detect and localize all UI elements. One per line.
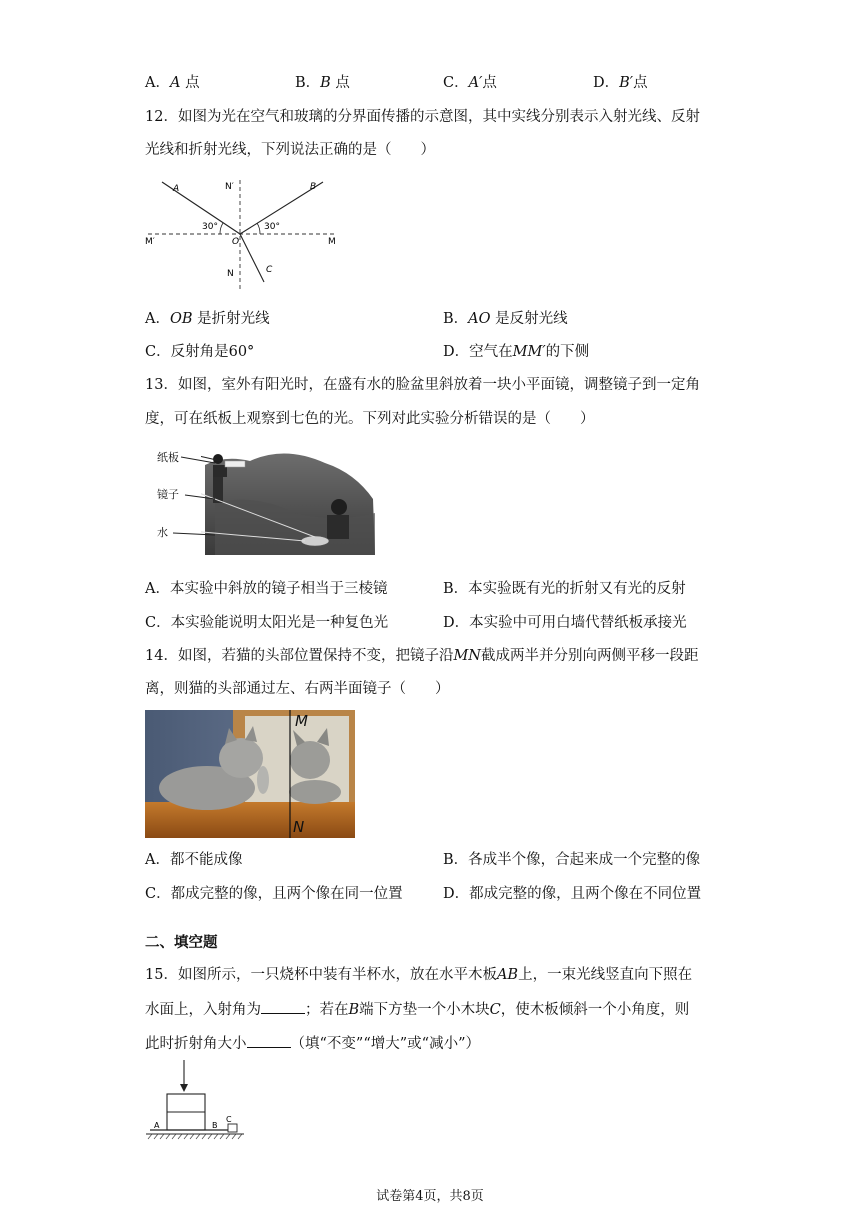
q11-option-d: D．B′点: [593, 75, 648, 91]
q15-stem-line2: 水面上，入射角为 ；若在B端下方垫一个小木块C，使木板倾斜一个小角度，则: [145, 999, 689, 1020]
q14-option-c: C．都成完整的像，且两个像在同一位置: [145, 886, 403, 902]
q14-option-d: D．都成完整的像，且两个像在不同位置: [443, 886, 702, 902]
q12-stem-line1: 12．如图为光在空气和玻璃的分界面传播的示意图，其中实线分别表示入射光线、反射: [145, 109, 700, 125]
cat-head: [219, 738, 263, 778]
ray-oc: [240, 234, 264, 282]
ray-arrowhead: [180, 1084, 188, 1092]
q13-stem-line1: 13．如图，室外有阳光时，在盛有水的脸盆里斜放着一块小平面镜，调整镜子到一定角: [145, 377, 700, 393]
cat-paw: [257, 766, 269, 794]
q11-option-c: C．A′点: [443, 75, 497, 91]
cat-reflection-head: [290, 741, 330, 779]
angle-arc-right: [257, 223, 260, 234]
angle-label-left: 30°: [202, 222, 218, 232]
paper-board: [225, 461, 245, 467]
q15-stem-line3: 此时折射角大小 （填“不变”“增大”或“减小”）: [145, 1033, 480, 1054]
q12-refraction-figure: [140, 172, 350, 300]
label-a: A: [173, 184, 180, 194]
label-n: N: [293, 818, 305, 836]
label-o: O: [232, 237, 240, 247]
angle-label-right: 30°: [264, 222, 280, 232]
angle-arc-left: [220, 223, 223, 234]
q14-option-b: B．各成半个像，合起来成一个完整的像: [443, 852, 701, 868]
label-a: A: [154, 1121, 160, 1130]
q13-option-b: B．本实验既有光的折射又有光的反射: [443, 581, 686, 597]
q15-blank-1[interactable]: [261, 999, 305, 1014]
q11-option-b: B．B 点: [295, 75, 350, 91]
label-n: N: [227, 269, 234, 279]
q13-stem-line2: 度，可在纸板上观察到七色的光。下列对此实验分析错误的是（ ）: [145, 411, 595, 427]
page-footer: 试卷第4页，共8页: [376, 1189, 484, 1204]
wood-block-c: [228, 1124, 237, 1132]
label-n-prime: N′: [225, 182, 234, 192]
section-title-fill-in: 二、填空题: [145, 934, 218, 951]
q15-stem-line1: 15．如图所示，一只烧杯中装有半杯水，放在水平木板AB上，一束光线竖直向下照在: [145, 967, 693, 983]
label-m: M: [295, 712, 308, 730]
q13-option-a: A．本实验中斜放的镜子相当于三棱镜: [145, 581, 388, 597]
q13-option-d: D．本实验中可用白墙代替纸板承接光: [443, 615, 687, 631]
water-basin: [301, 536, 329, 546]
q14-cat-mirror-photo: [145, 710, 355, 838]
label-c: C: [266, 265, 273, 275]
q12-option-c: C．反射角是60°: [145, 344, 255, 360]
q12-option-d: D．空气在MM′的下侧: [443, 344, 590, 360]
q15-beaker-figure: [140, 1058, 250, 1142]
label-m: M: [328, 237, 336, 247]
q11-option-a: A．A 点: [145, 75, 200, 91]
q12-option-a: A．OB 是折射光线: [145, 311, 270, 327]
q14-stem-line2: 离，则猫的头部通过左、右两半面镜子（ ）: [145, 681, 450, 697]
sitting-person: [331, 499, 347, 515]
label-b: B: [310, 182, 317, 192]
label-b: B: [212, 1121, 218, 1130]
label-m-prime: M′: [145, 237, 155, 247]
q15-blank-2[interactable]: [247, 1033, 291, 1048]
label-mirror: 镜子: [157, 488, 179, 501]
q13-option-c: C．本实验能说明太阳光是一种复色光: [145, 615, 389, 631]
label-board: 纸板: [157, 451, 179, 464]
q14-stem-line1: 14．如图，若猫的头部位置保持不变，把镜子沿MN截成两半并分别向两侧平移一段距: [145, 648, 699, 664]
q12-option-b: B．AO 是反射光线: [443, 311, 568, 327]
q12-stem-line2: 光线和折射光线，下列说法正确的是（ ）: [145, 142, 435, 158]
wood-table: [145, 802, 355, 838]
label-c: C: [226, 1115, 232, 1124]
q13-sunlight-dispersion-figure: [155, 443, 385, 563]
q14-option-a: A．都不能成像: [145, 852, 243, 868]
label-water: 水: [157, 526, 168, 539]
